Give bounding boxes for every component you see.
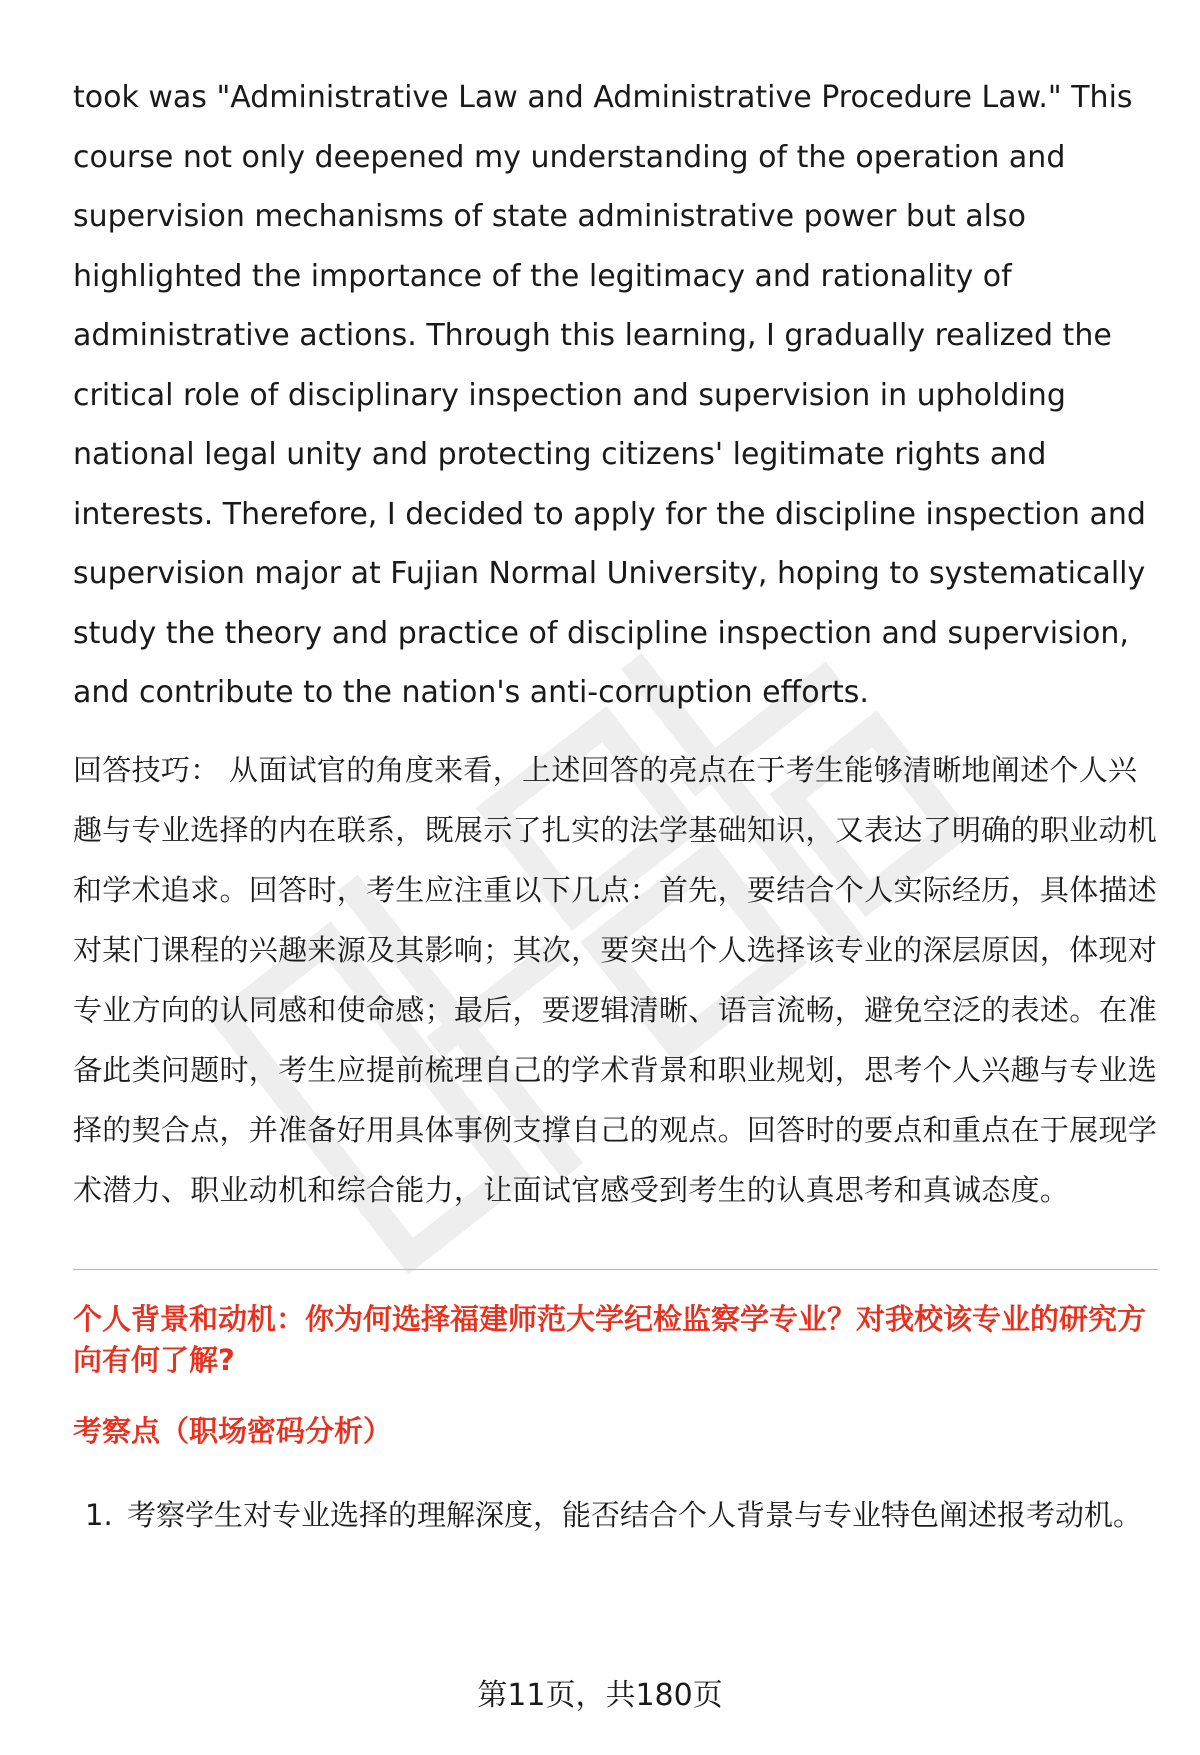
assessment-subheading: 考察点（职场密码分析） [73,1413,393,1448]
list-item-text: 考察学生对专业选择的理解深度，能否结合个人背景与专业特色阐述报考动机。 [127,1497,1143,1532]
list-item [73,1485,1158,1545]
page-content [73,68,1158,1545]
page-footer: 第11页，共180页 [477,1678,723,1713]
answer-paragraph: took was "Administrative Law and Administrative Procedure Law." This course not only deepened my understanding of the operation and supervision mechanisms of state administrative power but also highlighted the importance of the legitimacy and rationality of administrative actions. Through this learning, I gradually realized the critical role of disciplinary inspection and supervision in upholding national legal unity and protecting citizens' legitimate rights and interests. Therefore, I decided to apply for the discipline inspection and supervision major at Fujian Normal University, hoping to systematically study the theory and practice of discipline inspection and supervision, and contribute to the nation's anti-corruption efforts. [73,80,1146,710]
section-divider [73,1269,1158,1270]
tips-paragraph: 回答技巧： 从面试官的角度来看，上述回答的亮点在于考生能够清晰地阐述个人兴趣与专业选择的内在联系，既展示了扎实的法学基础知识，又表达了明确的职业动机和学术追求。回答时，考生应注重以下几点：首先，要结合个人实际经历，具体描述对某门课程的兴趣来源及其影响；其次，要突出个人选择该专业的深层原因，体现对专业方向的认同感和使命感；最后，要逻辑清晰、语言流畅，避免空泛的表述。在准备此类问题时，考生应提前梳理自己的学术背景和职业规划，思考个人兴趣与专业选择的契合点，并准备好用具体事例支撑自己的观点。回答时的要点和重点在于展现学术潜力、职业动机和综合能力，让面试官感受到考生的认真思考和真诚态度。 [73,752,1158,1207]
list-item-number: 1. [85,1497,113,1532]
question-heading: 个人背景和动机：你为何选择福建师范大学纪检监察学专业？对我校该专业的研究方向有何了解? [73,1301,1147,1377]
assessment-points-list [73,1485,1158,1545]
